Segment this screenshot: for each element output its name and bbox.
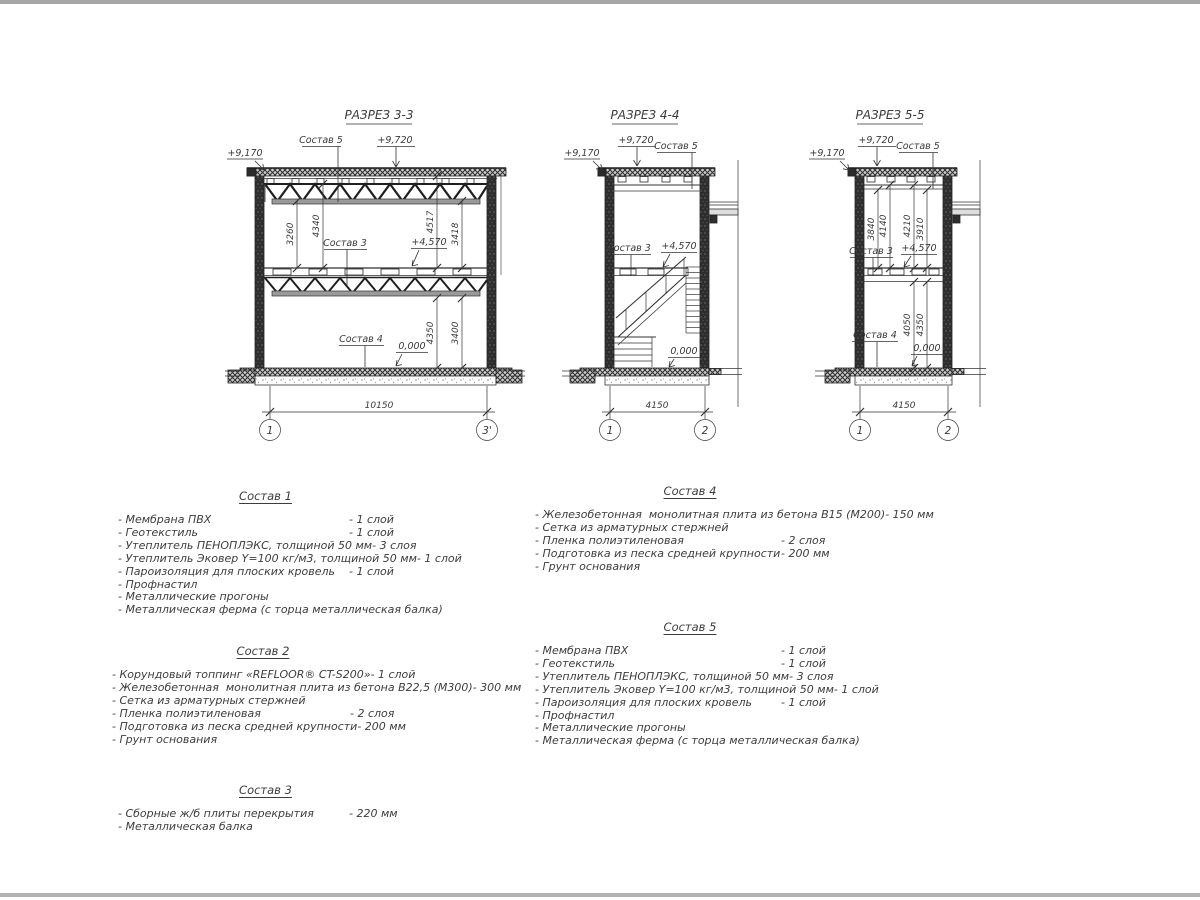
roof-comp-label: Состав 5 — [896, 141, 940, 152]
section-5-5-drawing — [805, 105, 1025, 450]
composition-item: - Сборные ж/б плиты перекрытия - 220 мм — [118, 807, 398, 820]
composition-4-title: Состав 4 — [663, 484, 717, 498]
composition-item: - Подготовка из песка средней крупности - 200 мм — [535, 546, 830, 560]
composition-item: - Железобетонная монолитная плита из бетона В22,5 (М300) - 300 мм — [112, 680, 522, 694]
elev-eave-label: +9,170 — [564, 148, 600, 159]
wall-left — [855, 168, 864, 376]
span-dim-label: 10150 — [364, 401, 394, 411]
composition-item: - Утеплитель Эковер Y=100 кг/м3, толщиной 50 мм - 1 слой — [535, 682, 879, 696]
composition-item: - Металлические прогоны — [118, 590, 269, 604]
composition-2-title: Состав 2 — [236, 644, 290, 658]
elev-roof-label: +9,720 — [858, 135, 894, 146]
composition-5-title: Состав 5 — [663, 620, 717, 634]
elev-mid-label: +4,570 — [661, 241, 697, 252]
composition-item: - Пароизоляция для плоских кровель - 1 слой — [535, 695, 826, 709]
section-title: РАЗРЕЗ 3-3 — [344, 108, 414, 122]
elev-zero-label: 0,000 — [398, 341, 426, 352]
composition-item: - Геотекстиль - 1 слой — [535, 656, 826, 670]
span-dimension — [260, 386, 498, 441]
elev-roof-label: +9,720 — [377, 135, 413, 146]
span-dim-label: 4150 — [892, 401, 916, 411]
ground-floor — [562, 368, 709, 385]
composition-item: - Профнастил — [535, 708, 615, 722]
composition-item: - Сетка из арматурных стержней — [112, 693, 306, 707]
composition-item: - Утеплитель Эковер Y=100 кг/м3, толщиной 50 мм - 1 слой — [118, 551, 462, 565]
svg-text:3418: 3418 — [451, 222, 461, 246]
composition-item: - Корундовый топпинг «REFLOOR® CT-S200» - 1 слой — [112, 668, 416, 681]
span-dimension — [600, 386, 716, 441]
floor-comp-label: Состав 4 — [339, 334, 383, 345]
mid-comp-label: Состав 3 — [607, 243, 651, 254]
composition-item: - Пароизоляция для плоских кровель - 1 слой — [118, 564, 394, 578]
axis-right-label: 2 — [701, 425, 709, 437]
ground-floor — [225, 368, 525, 385]
wall-right — [700, 168, 709, 376]
roof-comp-label: Состав 5 — [299, 135, 343, 146]
mid-floor — [614, 268, 688, 276]
page-top-edge — [0, 0, 1200, 4]
svg-text:4350: 4350 — [916, 313, 926, 337]
composition-4 — [535, 484, 934, 574]
composition-item: - Грунт основания — [112, 732, 218, 746]
composition-item: - Железобетонная монолитная плита из бетона В15 (М200) - 150 мм — [535, 508, 934, 521]
roof-purlins — [867, 177, 935, 183]
composition-item: - Геотекстиль - 1 слой — [118, 525, 394, 539]
axis-left-label: 1 — [266, 425, 274, 437]
section-3-3-drawing — [225, 105, 525, 450]
composition-leaders — [607, 141, 698, 276]
wall-right — [943, 168, 952, 376]
composition-item: - Подготовка из песка средней крупности - 200 мм — [112, 719, 406, 733]
svg-text:4140: 4140 — [879, 214, 889, 238]
composition-item: - Грунт основания — [535, 559, 641, 573]
elev-zero-label: 0,000 — [670, 346, 698, 357]
axis-right-label: 2 — [944, 425, 952, 437]
composition-item: - Профнастил — [118, 577, 198, 591]
composition-1-title: Состав 1 — [239, 489, 292, 503]
composition-2 — [112, 644, 522, 746]
svg-text:4517: 4517 — [426, 210, 436, 234]
section-3-3-linework — [225, 108, 525, 441]
section-4-4-drawing — [560, 105, 760, 450]
composition-item: - Мембрана ПВХ - 1 слой — [118, 513, 394, 526]
roof-layers — [848, 168, 957, 176]
mid-floor — [264, 268, 487, 296]
elev-eave-label: +9,170 — [227, 148, 263, 159]
composition-item: - Металлические прогоны — [535, 721, 686, 735]
svg-text:3840: 3840 — [867, 217, 877, 241]
composition-item: - Пленка полиэтиленовая - 2 слоя — [112, 706, 395, 720]
elev-mid-label: +4,570 — [901, 243, 937, 254]
composition-item: - Утеплитель ПЕНОПЛЭКС, толщиной 50 мм - 3 слоя — [535, 669, 834, 683]
composition-item: - Утеплитель ПЕНОПЛЭКС, толщиной 50 мм - 3 слоя — [118, 538, 417, 552]
composition-item: - Металлическая ферма (с торца металлическая балка) — [118, 603, 443, 617]
composition-item: - Мембрана ПВХ - 1 слой — [535, 644, 826, 657]
composition-5 — [535, 620, 879, 748]
svg-text:3910: 3910 — [916, 217, 926, 241]
svg-text:3260: 3260 — [286, 222, 296, 246]
section-4-4-linework — [562, 108, 742, 441]
ground-floor — [815, 368, 952, 385]
mid-comp-label: Состав 3 — [849, 246, 893, 257]
composition-item: - Сетка из арматурных стержней — [535, 520, 729, 534]
svg-text:3400: 3400 — [451, 321, 461, 345]
svg-text:4050: 4050 — [903, 313, 913, 337]
section-title: РАЗРЕЗ 4-4 — [610, 108, 680, 122]
composition-3 — [118, 783, 413, 834]
page-bottom-edge — [0, 893, 1200, 897]
roof-layers — [598, 168, 715, 176]
span-dimension — [850, 386, 959, 441]
svg-text:4350: 4350 — [426, 321, 436, 345]
svg-text:4210: 4210 — [903, 214, 913, 238]
roof-purlins — [618, 177, 692, 183]
axis-left-label: 1 — [856, 425, 864, 437]
axis-right-label: 3' — [482, 425, 492, 437]
section-title: РАЗРЕЗ 5-5 — [855, 108, 925, 122]
composition-1 — [118, 489, 462, 617]
elev-zero-label: 0,000 — [913, 343, 941, 354]
floor-comp-label: Состав 4 — [853, 330, 897, 341]
axis-left-label: 1 — [606, 425, 614, 437]
elev-mid-label: +4,570 — [411, 237, 447, 248]
composition-item: - Металлическая ферма (с торца металлическая балка) — [535, 734, 860, 748]
adjacent-structure — [709, 160, 742, 407]
wall-right — [487, 168, 496, 376]
elev-eave-label: +9,170 — [809, 148, 845, 159]
composition-item: - Металлическая балка — [118, 819, 253, 833]
span-dim-label: 4150 — [645, 401, 669, 411]
mid-comp-label: Состав 3 — [323, 238, 367, 249]
wall-left — [255, 168, 264, 376]
adjacent-structure — [952, 160, 986, 407]
roof-comp-label: Состав 5 — [654, 141, 698, 152]
composition-item: - Пленка полиэтиленовая - 2 слоя — [535, 533, 826, 547]
section-5-5-linework — [809, 108, 986, 441]
roof-layers — [247, 168, 506, 176]
elev-roof-label: +9,720 — [618, 135, 654, 146]
svg-text:4340: 4340 — [312, 214, 322, 238]
wall-left — [605, 168, 614, 376]
composition-3-title: Состав 3 — [239, 783, 292, 797]
